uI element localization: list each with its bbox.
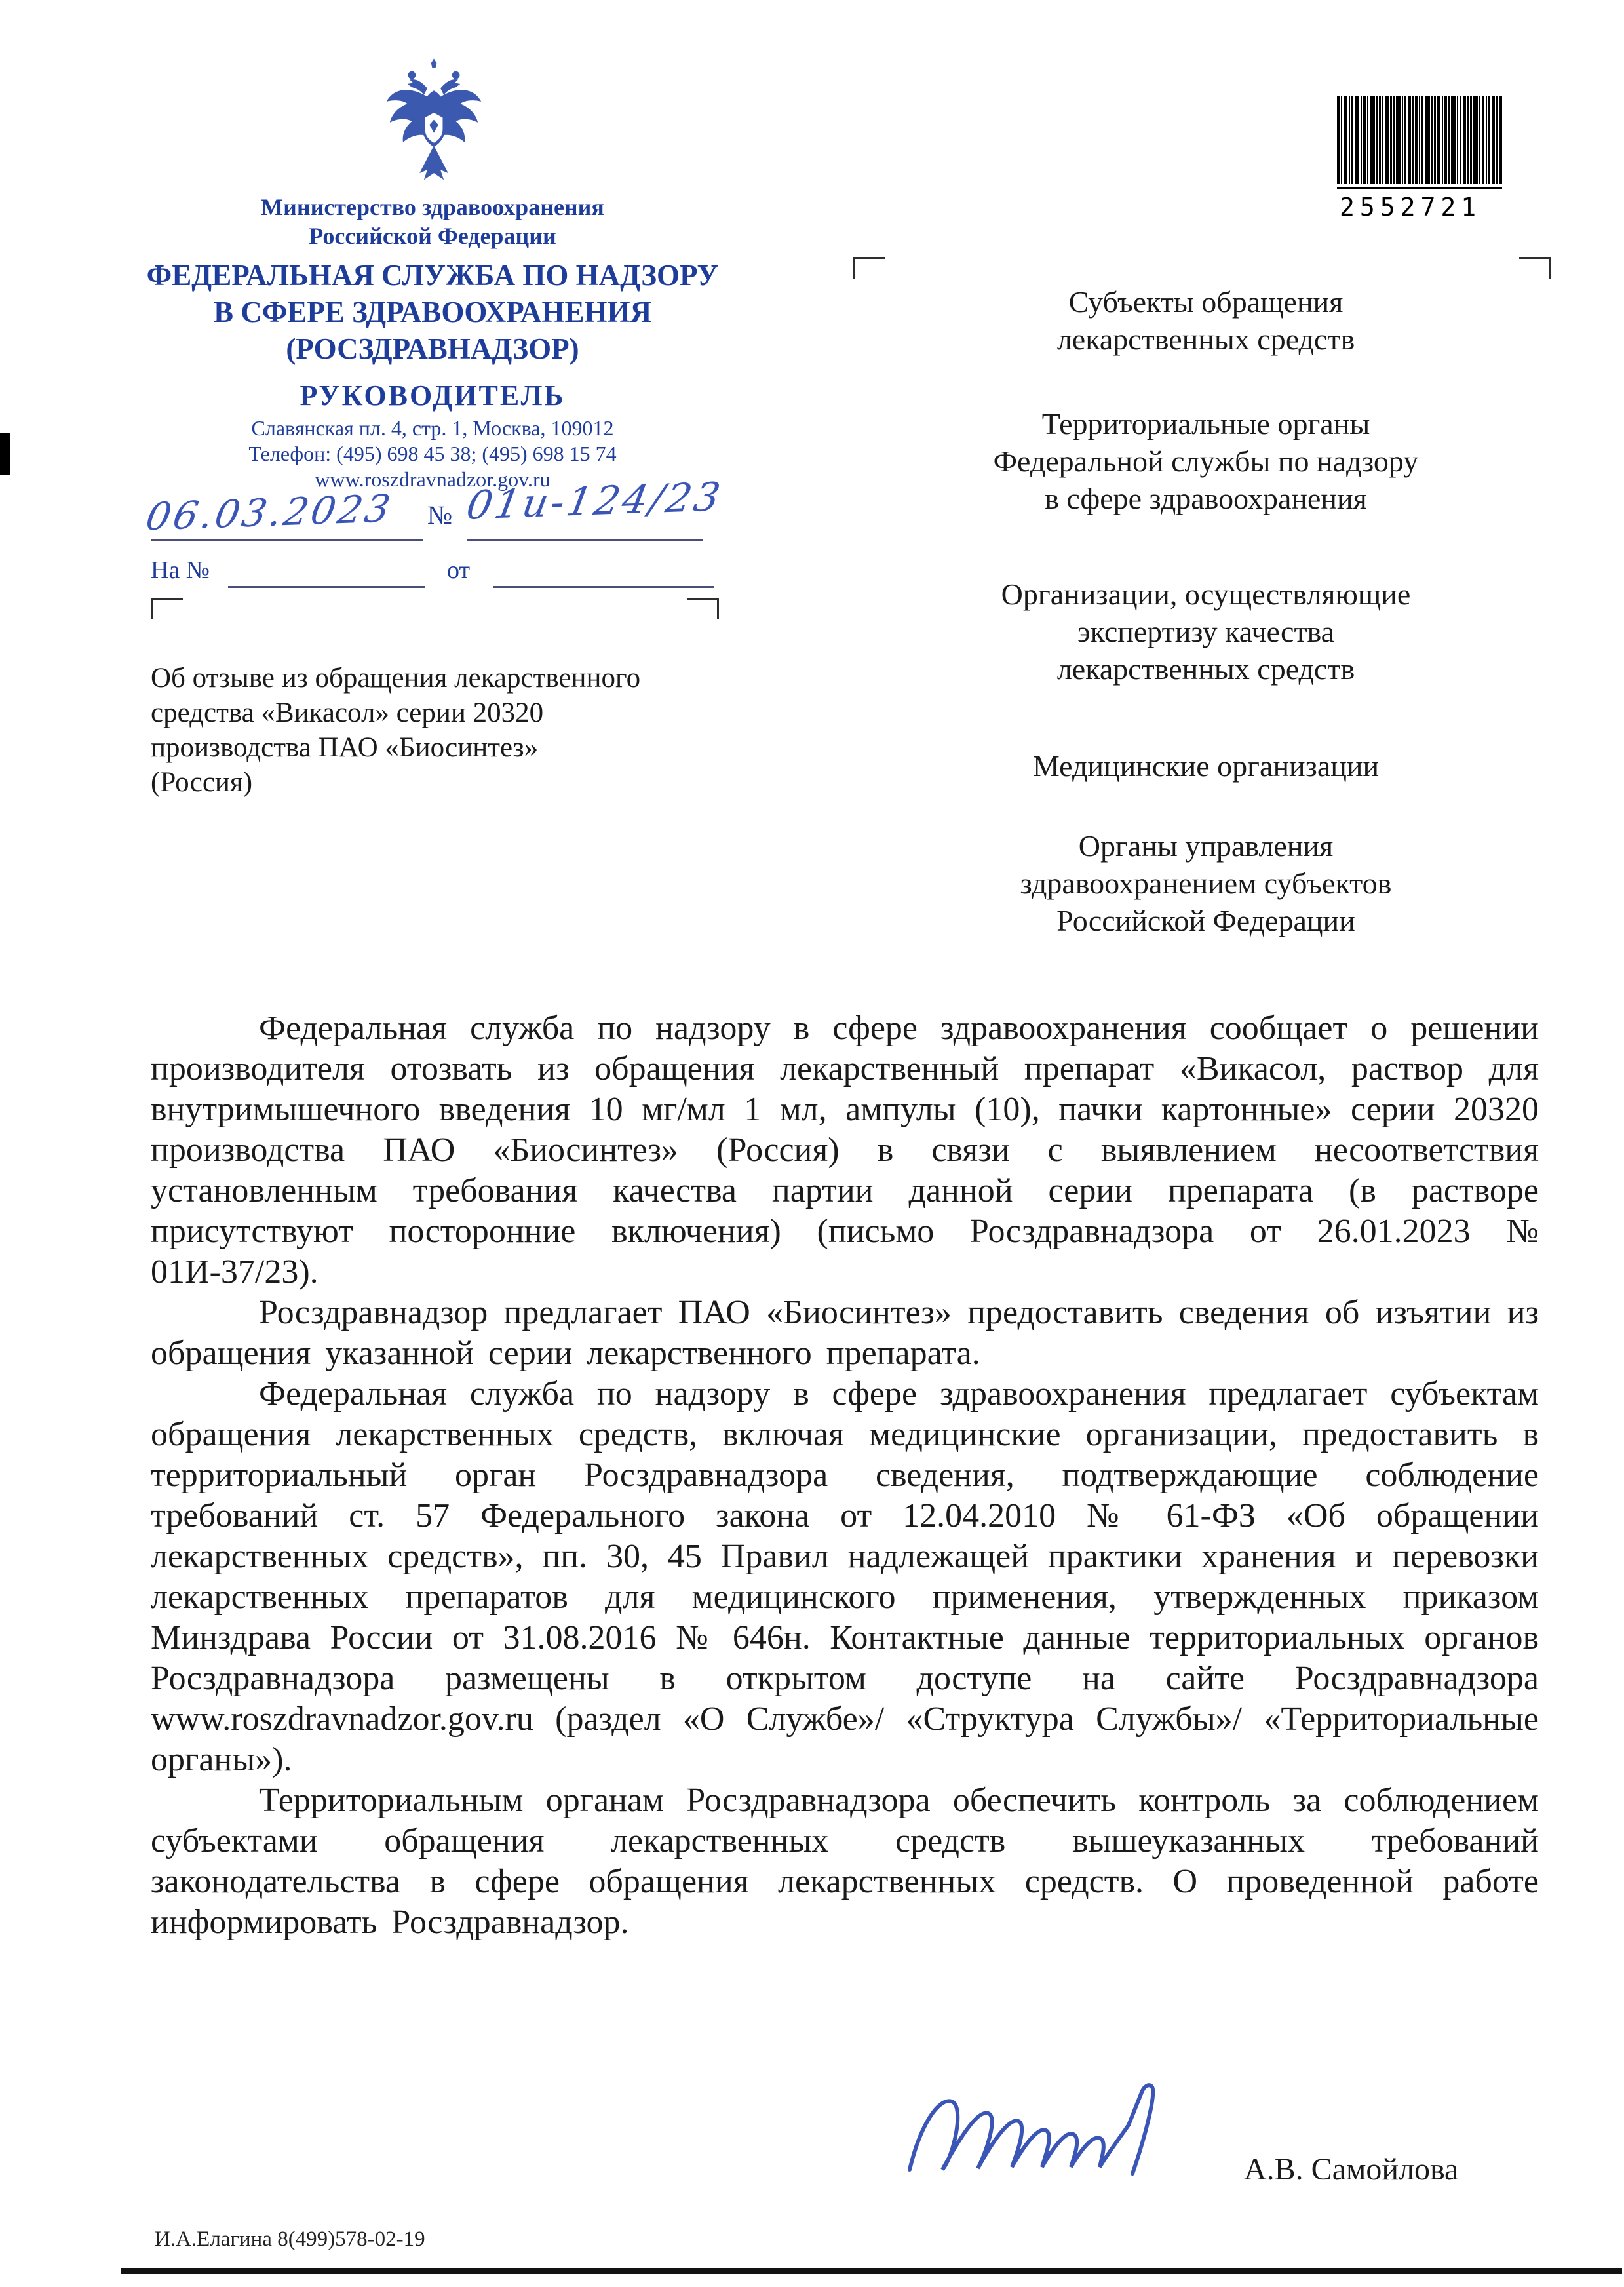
recipient-line: в сфере здравоохранения xyxy=(1045,482,1367,515)
recipient-line: лекарственных средств xyxy=(1056,323,1355,356)
letter-body xyxy=(151,1008,1539,1943)
blank-line xyxy=(151,539,423,541)
subject-line: производства ПАО «Биосинтез» xyxy=(151,732,539,763)
service-line: (РОСЗДРАВНАДЗОР) xyxy=(286,332,579,365)
subject-line: Об отзыве из обращения лекарственного xyxy=(151,663,641,694)
recipient-line: Органы управления xyxy=(1078,829,1334,863)
recipient-item xyxy=(845,827,1566,939)
ministry-line: Российской Федерации xyxy=(309,223,556,249)
ministry-name xyxy=(98,193,767,250)
body-paragraph: Федеральная служба по надзору в сфере здравоохранения предлагает субъектам обращения лекарственных средств, включая медицинские организации, предоставить в территориальный орган Росздравнадзора сведения, подтверждающие соблюдение требований ст. 57 Федерального закона от 12.04.2010 № 61-ФЗ «Об обращении лекарственных средств», пп. 30, 45 Правил надлежащей практики хранения и перевозки лекарственных препаратов для медицинского применения, утвержденных приказом Минздрава России от 31.08.2016 № 646н. Контактные данные территориальных органов Росздравнадзора размещены в открытом доступе на сайте Росздравнадзора www.roszdravnadzor.gov.ru (раздел «О Службе»/ «Структура Службы»/ «Территориальные органы»). xyxy=(151,1375,1539,1778)
recipient-item xyxy=(845,747,1566,785)
ministry-line: Министерство здравоохранения xyxy=(261,194,604,220)
barcode-bars-icon xyxy=(1337,96,1502,184)
service-line: В СФЕРЕ ЗДРАВООХРАНЕНИЯ xyxy=(213,296,652,328)
body-paragraph: Росздравнадзор предлагает ПАО «Биосинтез» предоставить сведения об изъятии из обращения указанной серии лекарственного препарата. xyxy=(151,1294,1539,1372)
recipient-line: Субъекты обращения xyxy=(1068,285,1344,319)
recipient-line: Территориальные органы xyxy=(1041,407,1370,440)
outgoing-date-handwritten: 06.03.2023 xyxy=(142,486,396,539)
coat-of-arms-icon xyxy=(379,56,489,187)
executor-contact: И.А.Елагина 8(499)578-02-19 xyxy=(155,2227,425,2251)
corner-mark xyxy=(687,598,719,619)
body-paragraph: Территориальным органам Росздравнадзора обеспечить контроль за соблюдением субъектами обращения лекарственных средств вышеуказанных требований законодательства в сфере обращения лекарственных средств. О проведенной работе информировать Росздравнадзор. xyxy=(151,1782,1539,1941)
barcode-number: 2552721 xyxy=(1337,187,1502,222)
blank-line xyxy=(493,586,714,588)
outgoing-number-handwritten: 01и-124/23 xyxy=(463,474,726,529)
position-title: РУКОВОДИТЕЛЬ xyxy=(300,380,566,412)
scan-artifact xyxy=(121,2268,1622,2274)
recipient-line: здравоохранением субъектов xyxy=(1020,867,1392,900)
signer-name: А.В. Самойлова xyxy=(1244,2152,1459,2187)
phone-line: Телефон: (495) 698 45 38; (495) 698 15 74 xyxy=(248,442,617,465)
recipient-line: Федеральной службы по надзору xyxy=(993,444,1419,478)
service-line: ФЕДЕРАЛЬНАЯ СЛУЖБА ПО НАДЗОРУ xyxy=(146,259,719,292)
recipient-item xyxy=(845,283,1566,358)
recipient-line: Медицинские организации xyxy=(1032,749,1380,783)
website-line: www.roszdravnadzor.gov.ru xyxy=(315,467,551,491)
scan-artifact xyxy=(0,433,10,475)
reply-date-label: от xyxy=(447,557,471,584)
corner-mark xyxy=(853,257,885,279)
number-sign: № xyxy=(427,500,453,530)
signature-scribble-icon xyxy=(898,2065,1206,2202)
service-name xyxy=(98,257,767,367)
blank-line xyxy=(228,586,425,588)
address-line: Славянская пл. 4, стр. 1, Москва, 109012 xyxy=(251,416,614,440)
subject-block xyxy=(151,661,741,800)
blank-line xyxy=(467,539,703,541)
subject-line: (Россия) xyxy=(151,767,253,798)
reply-number-label: На № xyxy=(151,557,210,584)
body-paragraph: Федеральная служба по надзору в сфере здравоохранения сообщает о решении производителя отозвать из обращения лекарственный препарат «Викасол, раствор для внутримышечного введения 10 мг/мл 1 мл, ампулы (10), пачки картонные» серии 20320 производства ПАО «Биосинтез» (Россия) в связи с выявлением несоответствия установленным требования качества партии данной серии препарата (в растворе присутствуют посторонние включения) (письмо Росздравнадзора от 26.01.2023 № 01И-37/23). xyxy=(151,1009,1539,1291)
recipient-line: экспертизу качества xyxy=(1077,615,1335,648)
recipient-item xyxy=(845,576,1566,688)
recipient-line: Организации, осуществляющие xyxy=(1001,577,1411,611)
subject-line: средства «Викасол» серии 20320 xyxy=(151,697,544,728)
recipient-line: Российской Федерации xyxy=(1056,904,1355,937)
recipient-line: лекарственных средств xyxy=(1056,652,1355,686)
corner-mark xyxy=(151,598,183,619)
corner-mark xyxy=(1519,257,1551,279)
recipient-item xyxy=(845,405,1566,517)
barcode xyxy=(1337,96,1502,222)
